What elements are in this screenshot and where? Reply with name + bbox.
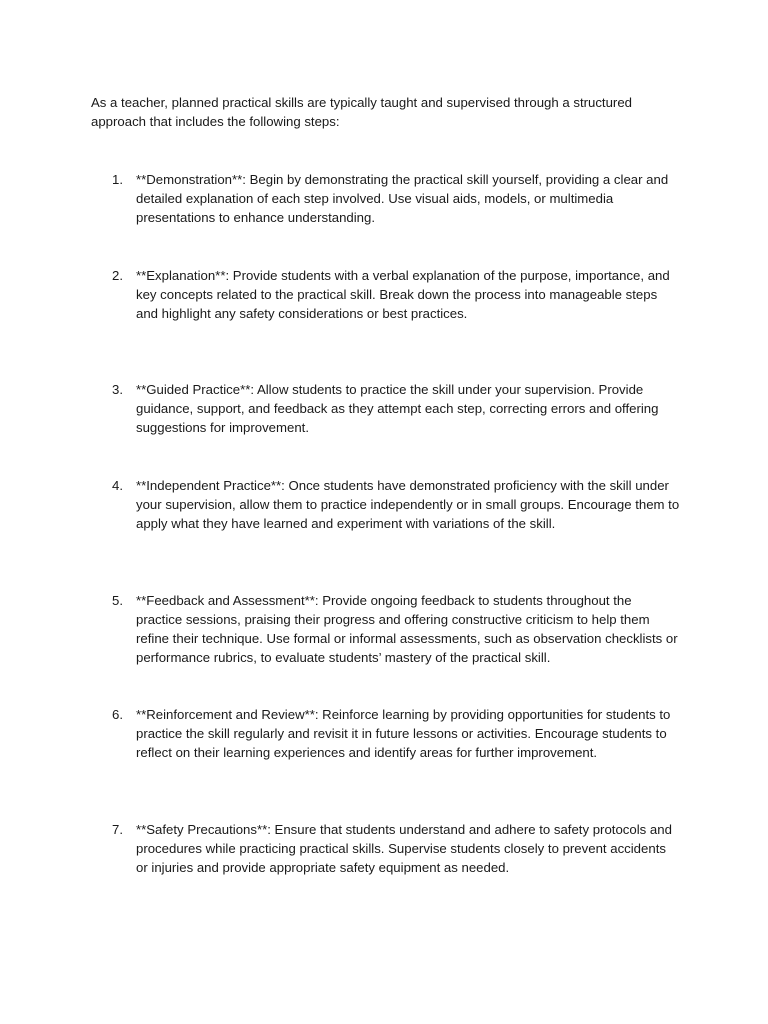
step-number: 6. (112, 707, 123, 722)
step-text: **Safety Precautions**: Ensure that students understand and adhere to safety protocols and procedures while practicing practical skills. Supervise students closely to prevent accidents or injuries and provide appropriate safety equipment as needed. (136, 822, 672, 875)
step-text: **Reinforcement and Review**: Reinforce learning by providing opportunities for students to practice the skill regularly and revisit it in future lessons or activities. Encourage students to reflect on their learning experiences and identify areas for further improvement. (136, 707, 671, 760)
step-number: 3. (112, 382, 123, 397)
step-text: **Explanation**: Provide students with a verbal explanation of the purpose, importance, and key concepts related to the practical skill. Break down the process into manageable steps and highlight any safety considerations or best practices. (136, 268, 670, 321)
step-text: **Demonstration**: Begin by demonstrating the practical skill yourself, providing a clear and detailed explanation of each step involved. Use visual aids, models, or multimedia presentations to enhance understanding. (136, 172, 669, 225)
step-text: **Independent Practice**: Once students have demonstrated proficiency with the skill under your supervision, allow them to practice independently or in small groups. Encourage them to apply what they have learned and experiment with variations of the skill. (136, 478, 680, 531)
step-number: 7. (112, 822, 123, 837)
step-number: 2. (112, 268, 123, 283)
step-number: 5. (112, 593, 123, 608)
step-text: **Guided Practice**: Allow students to practice the skill under your supervision. Provide guidance, support, and feedback as they attempt each step, correcting errors and offering suggestions for improvement. (136, 382, 659, 435)
step-text: **Feedback and Assessment**: Provide ongoing feedback to students throughout the practice sessions, praising their progress and offering constructive criticism to help them refine their technique. Use formal or informal assessments, such as observation checklists or performance rubrics, to evaluate students’ mastery of the practical skill. (136, 593, 678, 665)
step-number: 1. (112, 172, 123, 187)
step-number: 4. (112, 478, 123, 493)
intro-paragraph: As a teacher, planned practical skills are typically taught and supervised through a structured approach that includes the following steps: (91, 95, 632, 129)
